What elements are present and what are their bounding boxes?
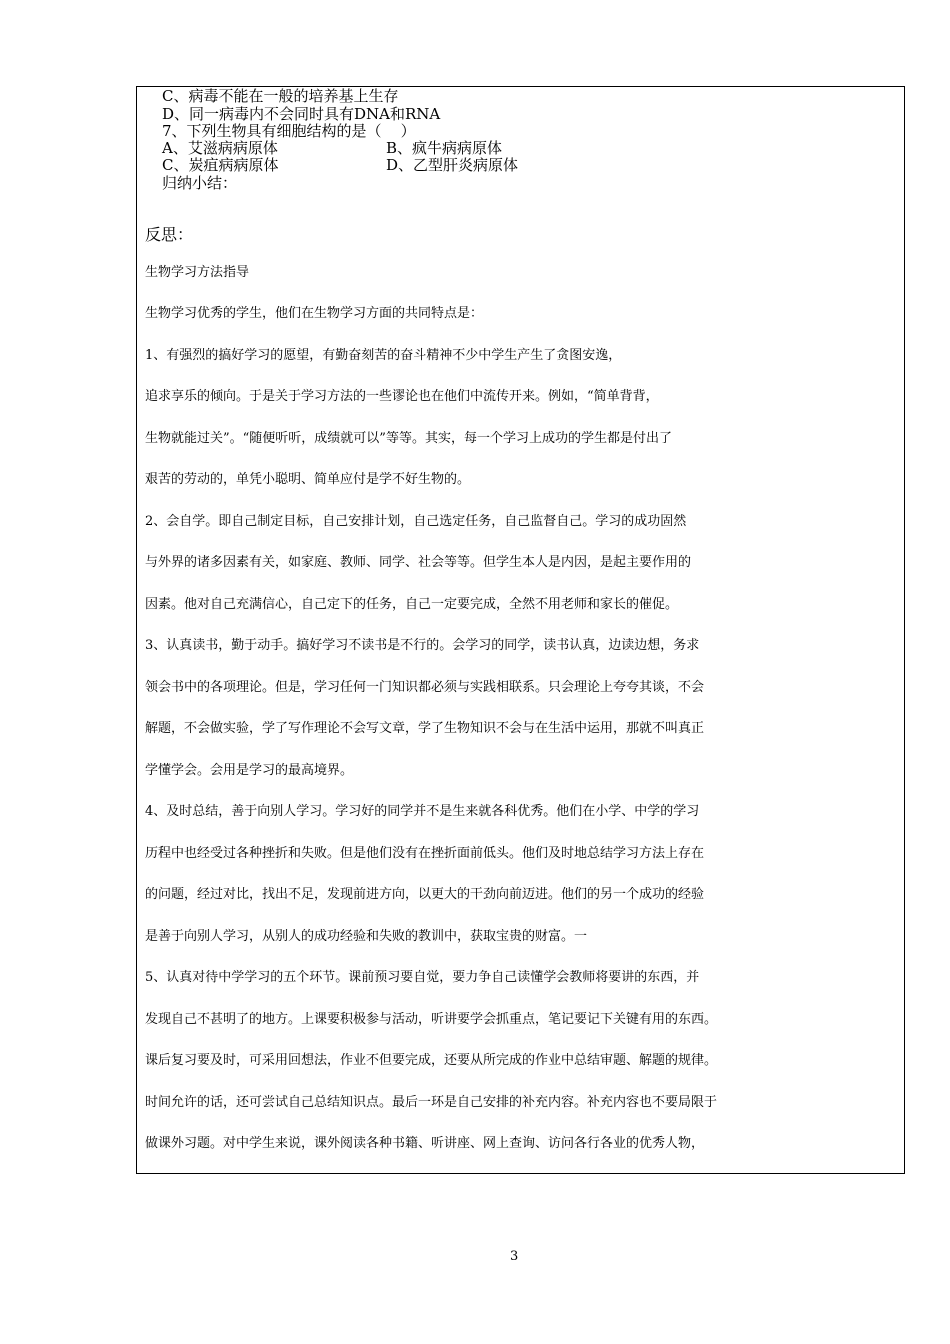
article-line: 历程中也经受过各种挫折和失败。但是他们没有在挫折面前低头。他们及时地总结学习方法上存在 <box>145 846 705 861</box>
article-title: 生物学习方法指导 <box>145 265 250 280</box>
article-line: 做课外习题。对中学生来说，课外阅读各种书籍、听讲座、网上查询、访问各行各业的优秀人物， <box>145 1136 705 1151</box>
article-line: 的问题，经过对比，找出不足，发现前进方向，以更大的干劲向前迈进。他们的另一个成功的经验 <box>145 887 705 902</box>
article-line: 追求享乐的倾向。于是关于学习方法的一些谬论也在他们中流传开来。例如，“简单背背， <box>145 389 659 404</box>
article-line: 3、认真读书，勤于动手。搞好学习不读书是不行的。会学习的同学，读书认真，边读边想，务求 <box>145 638 700 653</box>
question-7: 7、下列生物具有细胞结构的是（ ） <box>162 122 416 140</box>
article-line: 课后复习要及时，可采用回想法，作业不但要完成，还要从所完成的作业中总结审题、解题的规律。 <box>145 1053 718 1068</box>
summary-label: 归纳小结： <box>162 174 238 192</box>
option-c-q6: C、病毒不能在一般的培养基上生存 <box>162 87 399 105</box>
option-d-q7: D、乙型肝炎病原体 <box>386 156 519 174</box>
article-line: 是善于向别人学习，从别人的成功经验和失败的教训中，获取宝贵的财富。一 <box>145 929 588 944</box>
reflection-label: 反思： <box>145 225 194 244</box>
article-line: 发现自己不甚明了的地方。上课要积极参与活动，听讲要学会抓重点，笔记要记下关键有用的东西。 <box>145 1012 718 1027</box>
article-line: 1、有强烈的搞好学习的愿望，有勤奋刻苦的奋斗精神不少中学生产生了贪图安逸， <box>145 348 622 363</box>
page-number: 3 <box>510 1249 519 1264</box>
article-line: 与外界的诸多因素有关，如家庭、教师、同学、社会等等。但学生本人是内因，是起主要作用的 <box>145 555 692 570</box>
article-line: 5、认真对待中学学习的五个环节。课前预习要自觉，要力争自己读懂学会教师将要讲的东西，并 <box>145 970 700 985</box>
article-line: 时间允许的话，还可尝试自己总结知识点。最后一环是自己安排的补充内容。补充内容也不要局限于 <box>145 1095 718 1110</box>
article-line: 生物就能过关”。“随便听听，成绩就可以”等等。其实，每一个学习上成功的学生都是付出了 <box>145 431 672 446</box>
article-line: 生物学习优秀的学生，他们在生物学习方面的共同特点是： <box>145 306 484 321</box>
content-table-frame <box>136 86 905 1174</box>
article-line: 艰苦的劳动的，单凭小聪明、简单应付是学不好生物的。 <box>145 472 471 487</box>
option-c-q7: C、炭疽病病原体 <box>162 156 279 174</box>
option-a-q7: A、艾滋病病原体 <box>162 139 278 157</box>
option-d-q6: D、同一病毒内不会同时具有DNA和RNA <box>162 105 441 123</box>
option-b-q7: B、疯牛病病原体 <box>386 139 503 157</box>
article-line: 学懂学会。会用是学习的最高境界。 <box>145 763 354 778</box>
article-line: 因素。他对自己充满信心，自己定下的任务，自己一定要完成，全然不用老师和家长的催促。 <box>145 597 679 612</box>
article-line: 2、会自学。即自己制定目标，自己安排计划，自己选定任务，自己监督自己。学习的成功固然 <box>145 514 687 529</box>
article-line: 解题，不会做实验，学了写作理论不会写文章，学了生物知识不会与在生活中运用，那就不叫真正 <box>145 721 705 736</box>
article-line: 领会书中的各项理论。但是，学习任何一门知识都必须与实践相联系。只会理论上夸夸其谈，不会 <box>145 680 705 695</box>
article-line: 4、及时总结，善于向别人学习。学习好的同学并不是生来就各科优秀。他们在小学、中学的学习 <box>145 804 700 819</box>
